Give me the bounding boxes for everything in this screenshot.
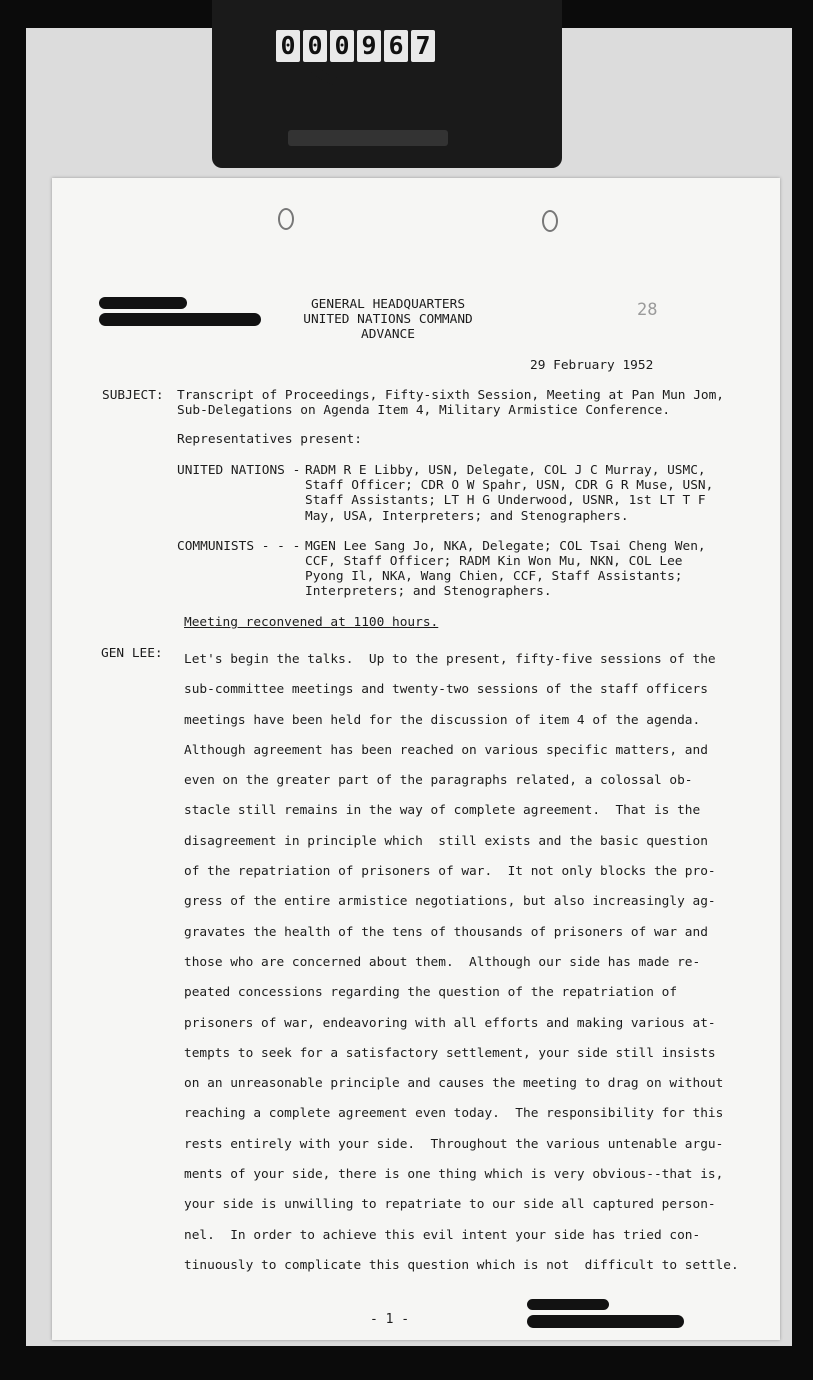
statement-line: prisoners of war, endeavoring with all efforts and making various at- [184,1015,716,1031]
statement-line: reaching a complete agreement even today. The responsibility for this [184,1106,724,1122]
communist-delegation-line: Interpreters; and Stenographers. [305,584,552,599]
un-delegation-line: Staff Officer; CDR O W Spahr, USN, CDR G R Muse, USN, [305,478,714,493]
statement-line: sub-committee meetings and twenty-two sessions of the staff officers [184,682,708,698]
speaker-label: GEN LEE: [101,646,163,661]
statement-line: those who are concerned about them. Although our side has made re- [184,954,701,970]
communist-delegation-line: Pyong Il, NKA, Wang Chien, CCF, Staff Assistants; [305,569,683,584]
counter-digit: 7 [411,30,435,62]
header-line: GENERAL HEADQUARTERS [310,297,466,312]
representatives-heading: Representatives present: [177,432,362,447]
counter-digit: 6 [384,30,408,62]
un-delegation-line: RADM R E Libby, USN, Delegate, COL J C Murray, USMC, [305,463,706,478]
un-delegation-label: UNITED NATIONS - [177,463,301,478]
document-date: 29 February 1952 [530,358,654,373]
statement-line: gravates the health of the tens of thousands of prisoners of war and [184,924,708,940]
statement-line: stacle still remains in the way of complete agreement. That is the [184,803,701,819]
statement-line: of the repatriation of prisoners of war. It not only blocks the pro- [184,864,716,880]
redaction-bar [99,297,187,309]
counter-digit: 0 [330,30,354,62]
communist-delegation-line: CCF, Staff Officer; RADM Kin Won Mu, NKN, COL Lee [305,554,683,569]
statement-line: peated concessions regarding the question of the repatriation of [184,985,678,1001]
communist-delegation-line: MGEN Lee Sang Jo, NKA, Delegate; COL Tsai Cheng Wen, [305,539,706,554]
un-delegation-line: Staff Assistants; LT H G Underwood, USNR, 1st LT T F [305,493,706,508]
page-number: - 1 - [370,1312,410,1327]
statement-paragraph [184,645,739,1281]
counter-digits [276,30,435,64]
redaction-bar [99,313,261,326]
statement-line: your side is unwilling to repatriate to our side all captured person- [184,1197,716,1213]
counter-plate [288,130,448,146]
page-stamp: 28 [637,300,658,320]
statement-line: rests entirely with your side. Throughout the various untenable argu- [184,1136,724,1152]
statement-line: tinuously to complicate this question which is not difficult to settle. [184,1257,739,1273]
un-delegation-line: May, USA, Interpreters; and Stenographers. [305,509,629,524]
statement-line: Although agreement has been reached on various specific matters, and [184,742,708,758]
statement-line: nel. In order to achieve this evil intent your side has tried con- [184,1227,701,1243]
statement-line: ments of your side, there is one thing which is very obvious--that is, [184,1167,724,1183]
subject-label: SUBJECT: [102,388,164,403]
counter-digit: 0 [303,30,327,62]
punch-hole [542,210,558,232]
header-line: UNITED NATIONS COMMAND [303,312,473,327]
redaction-bar [527,1299,609,1310]
redaction-bar [527,1315,684,1328]
counter-digit: 9 [357,30,381,62]
statement-line: meetings have been held for the discussion of item 4 of the agenda. [184,712,701,728]
statement-line: Let's begin the talks. Up to the present, fifty-five sessions of the [184,652,716,667]
statement-line: gress of the entire armistice negotiations, but also increasingly ag- [184,894,716,910]
statement-line: even on the greater part of the paragraphs related, a colossal ob- [184,773,693,789]
subject-line: Sub-Delegations on Agenda Item 4, Military Armistice Conference. [177,403,671,418]
frame-counter-device [212,0,562,168]
statement-line: disagreement in principle which still exists and the basic question [184,833,708,849]
subject-line: Transcript of Proceedings, Fifty-sixth Session, Meeting at Pan Mun Jom, [177,388,725,403]
punch-hole [278,208,294,230]
communist-delegation-label: COMMUNISTS - - - [177,539,301,554]
meeting-note: Meeting reconvened at 1100 hours. [184,615,439,630]
counter-digit: 0 [276,30,300,62]
statement-line: on an unreasonable principle and causes the meeting to drag on without [184,1076,724,1092]
header-line: ADVANCE [361,327,415,342]
statement-line: tempts to seek for a satisfactory settlement, your side still insists [184,1045,716,1061]
